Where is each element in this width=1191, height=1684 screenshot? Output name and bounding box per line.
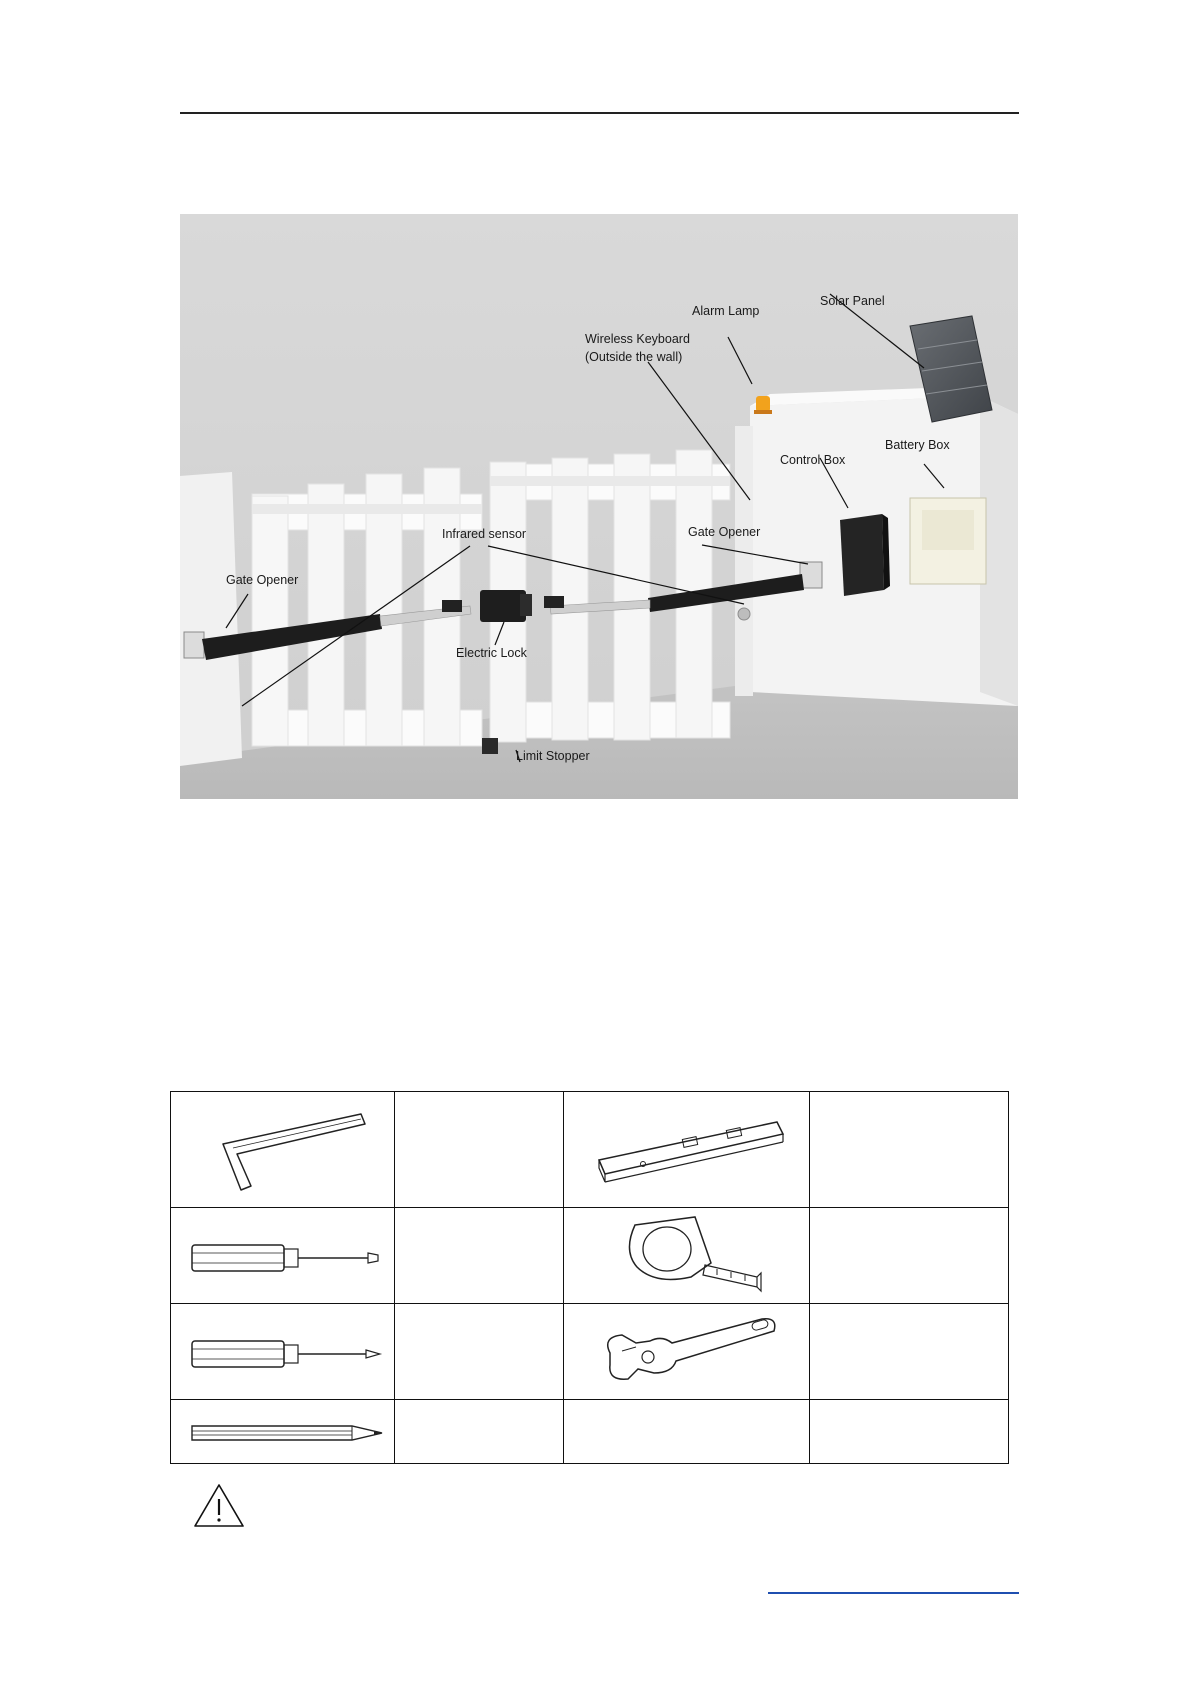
tool-cell [171, 1092, 395, 1208]
table-row [171, 1208, 1009, 1304]
phillips-screwdriver-icon [178, 1317, 388, 1387]
tool-label-cell [395, 1304, 564, 1400]
label-gate-opener-right: Gate Opener [688, 525, 761, 539]
control-box [840, 514, 890, 596]
tool-cell [171, 1304, 395, 1400]
tool-label-cell [810, 1208, 1009, 1304]
table-row [171, 1304, 1009, 1400]
label-gate-opener-left: Gate Opener [226, 573, 299, 587]
adjustable-wrench-icon [592, 1307, 782, 1397]
tool-cell [564, 1092, 810, 1208]
tool-cell [564, 1400, 810, 1464]
installation-illustration [180, 214, 1018, 799]
label-solar-panel: Solar Panel [820, 294, 885, 308]
footer-link[interactable] [768, 1592, 1019, 1594]
warning-icon [193, 1482, 245, 1528]
tool-label-cell [395, 1092, 564, 1208]
label-electric-lock: Electric Lock [456, 646, 527, 660]
tools-table [170, 1091, 1009, 1464]
pencil-icon [178, 1412, 388, 1452]
tool-cell [564, 1304, 810, 1400]
tool-cell [171, 1400, 395, 1464]
battery-box [910, 498, 986, 584]
label-control-box: Control Box [780, 453, 846, 467]
tool-label-cell [395, 1400, 564, 1464]
flat-screwdriver-icon [178, 1221, 388, 1291]
tool-label-cell [810, 1092, 1009, 1208]
label-infrared-sensor: Infrared sensor [442, 527, 527, 541]
tool-label-cell [395, 1208, 564, 1304]
table-row [171, 1400, 1009, 1464]
label-alarm-lamp: Alarm Lamp [692, 304, 760, 318]
tool-label-cell [810, 1400, 1009, 1464]
table-row [171, 1092, 1009, 1208]
label-battery-box: Battery Box [885, 438, 950, 452]
limit-stopper [482, 738, 498, 754]
tool-label-cell [810, 1304, 1009, 1400]
label-wireless-keyboard: Wireless Keyboard [585, 332, 690, 346]
alarm-lamp [754, 396, 772, 414]
hex-key-icon [193, 1102, 373, 1198]
electric-lock [480, 590, 526, 622]
header-rule [180, 112, 1019, 114]
spirit-level-icon [587, 1102, 787, 1198]
tool-cell [171, 1208, 395, 1304]
tool-cell [564, 1208, 810, 1304]
tape-measure-icon [607, 1211, 767, 1301]
label-limit-stopper: Limit Stopper [516, 749, 590, 763]
label-wireless-keyboard-note: (Outside the wall) [585, 350, 683, 364]
installation-diagram [180, 214, 1018, 799]
